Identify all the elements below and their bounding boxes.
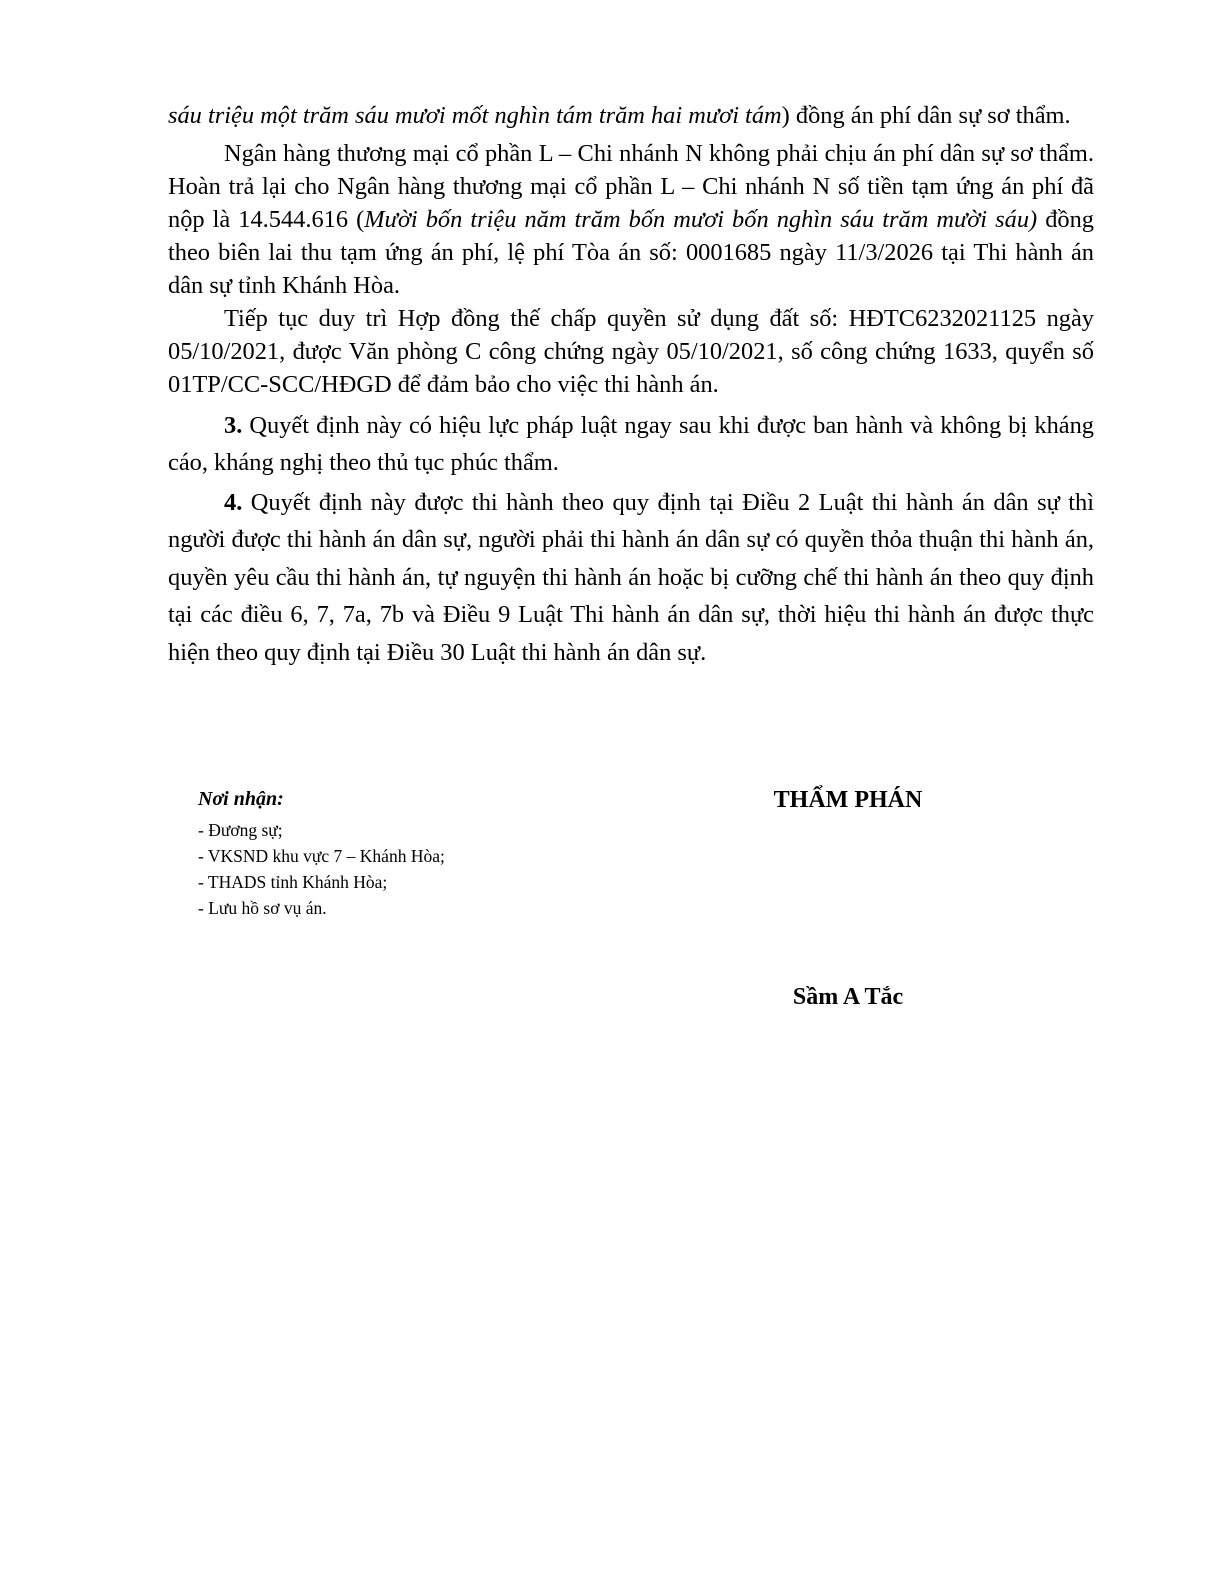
- paragraph-mortgage-contract: Tiếp tục duy trì Hợp đồng thế chấp quyền sử dụng đất số: HĐTC6232021125 ngày 05/10/2021, được Văn phòng C công chứng ngày 05/10/2021, số công chứng 1633, quyển số 01TP/CC-SCC/HĐGD để đảm bảo cho việc thi hành án.: [168, 304, 1094, 398]
- paragraph-court-fee-continuation: [168, 97, 1094, 135]
- recipient-item: - Đương sự;: [198, 820, 283, 840]
- signature-block: [728, 787, 968, 1011]
- recipients-title: Nơi nhận:: [198, 788, 284, 810]
- recipients-block: [198, 788, 618, 921]
- decision-body: [168, 97, 1094, 671]
- paragraph-text: Quyết định này có hiệu lực pháp luật ngay sau khi được ban hành và không bị kháng cáo, kháng nghị theo thủ tục phúc thẩm.: [168, 411, 1094, 476]
- paragraph-bank-fee-refund: [168, 137, 1094, 302]
- paragraph-text: ) đồng án phí dân sự sơ thẩm.: [781, 102, 1071, 129]
- paragraph-enforcement: [168, 484, 1094, 672]
- paragraph-text: Quyết định này được thi hành theo quy định tại Điều 2 Luật thi hành án dân sự thì người được thi hành án dân sự, người phải thi hành án dân sự có quyền thỏa thuận thi hành án, quyền yêu cầu thi hành án, tự nguyện thi hành án hoặc bị cưỡng chế thi hành án theo quy định tại các điều 6, 7, 7a, 7b và Điều 9 Luật Thi hành án dân sự, thời hiệu thi hành án được thực hiện theo quy định tại Điều 30 Luật thi hành án dân sự.: [168, 488, 1094, 666]
- recipient-item: - THADS tỉnh Khánh Hòa;: [198, 872, 388, 892]
- recipients-list: [198, 817, 618, 921]
- clause-number: 3.: [224, 411, 243, 439]
- recipient-item: - Lưu hồ sơ vụ án.: [198, 898, 327, 918]
- clause-number: 4.: [224, 488, 243, 516]
- paragraph-text: đồng theo biên lai thu tạm ứng án phí, lệ phí Tòa án số: 0001685 ngày 11/3/2026 tại Thi hành án dân sự tỉnh Khánh Hòa.: [168, 205, 1094, 299]
- signer-role: THẨM PHÁN: [773, 787, 923, 813]
- recipient-item: - VKSND khu vực 7 – Khánh Hòa;: [198, 846, 445, 866]
- signer-name: Sầm A Tắc: [792, 984, 904, 1010]
- amount-in-words: Mười bốn triệu năm trăm bốn mươi bốn nghìn sáu trăm mười sáu): [364, 205, 1038, 233]
- amount-in-words: sáu triệu một trăm sáu mươi mốt nghìn tám trăm hai mươi tám: [168, 102, 782, 129]
- paragraph-effect: [168, 407, 1094, 482]
- paragraph-text: Ngân hàng thương mại cổ phần L – Chi nhánh N không phải chịu án phí dân sự sơ thẩm. Hoàn trả lại cho Ngân hàng thương mại cổ phần L – Chi nhánh N số tiền tạm ứng án phí đã nộp là 14.544.616 (: [168, 139, 1094, 233]
- document-page: [168, 0, 1094, 1584]
